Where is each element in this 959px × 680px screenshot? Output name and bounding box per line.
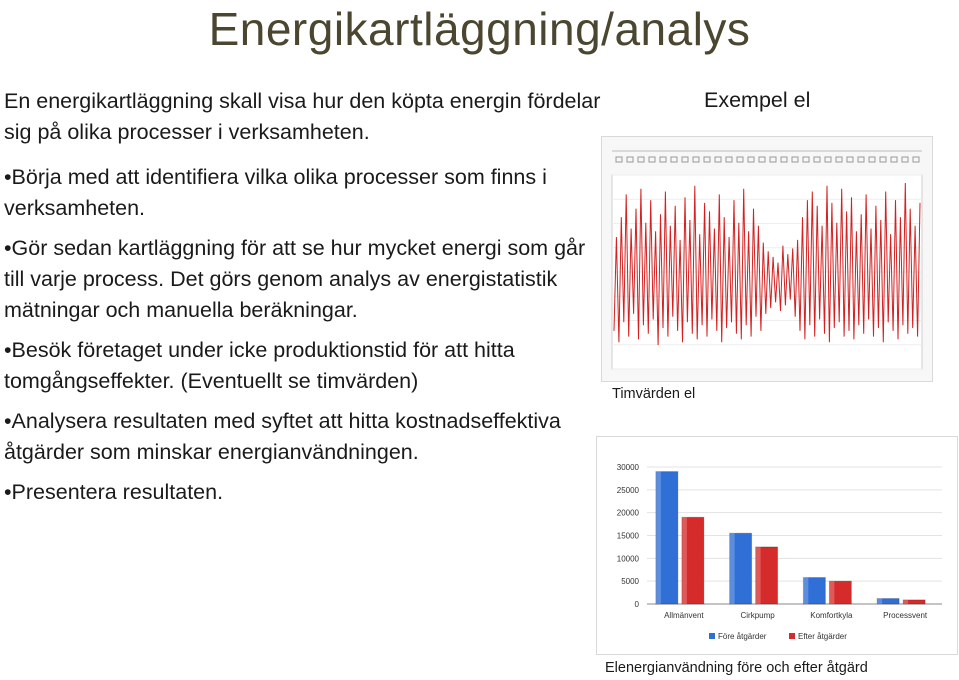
page-title: Energikartläggning/analys — [208, 3, 751, 55]
legend-marker — [704, 157, 710, 162]
bullet-text: Besök företaget under icke produktionstid för att hitta tomgångseffekter. (Eventuellt se timvärden) — [4, 338, 515, 393]
hourly-chart-panel — [601, 136, 933, 382]
energy-bar-chart — [597, 437, 957, 654]
legend-marker — [814, 157, 820, 162]
legend-marker — [649, 157, 655, 162]
legend-marker — [858, 157, 864, 162]
bar-highlight — [656, 472, 661, 604]
hourly-caption: Timvärden el — [612, 386, 696, 402]
bullet-item — [4, 406, 604, 468]
legend-marker — [638, 157, 644, 162]
body-text — [4, 86, 604, 517]
bar-chart-panel — [596, 436, 958, 655]
legend-marker — [847, 157, 853, 162]
legend-marker — [715, 157, 721, 162]
legend-marker — [616, 157, 622, 162]
bar-highlight — [877, 599, 882, 604]
legend-marker — [803, 157, 809, 162]
legend-marker — [902, 157, 908, 162]
legend-marker — [759, 157, 765, 162]
legend-label: Före åtgärder — [718, 632, 767, 641]
bullet-mark: • — [4, 338, 12, 362]
bar-highlight — [803, 578, 808, 604]
example-heading: Exempel el — [704, 88, 811, 112]
category-label: Allmänvent — [664, 611, 704, 620]
category-label: Cirkpump — [740, 611, 775, 620]
bullet-mark: • — [4, 480, 12, 504]
legend-marker — [693, 157, 699, 162]
legend-label: Efter åtgärder — [798, 632, 847, 641]
bullet-text: Analysera resultaten med syftet att hitta kostnadseffektiva åtgärder som minskar energianvändningen. — [4, 409, 561, 464]
bullet-mark: • — [4, 165, 12, 189]
legend-marker — [869, 157, 875, 162]
bullet-text: Gör sedan kartläggning för att se hur mycket energi som går till varje process. Det görs genom analys av energistatistik mätningar och manuella beräkningar. — [4, 236, 586, 322]
legend-marker — [770, 157, 776, 162]
bar-highlight — [756, 547, 761, 604]
bullet-mark: • — [4, 236, 12, 260]
y-tick-label: 0 — [634, 600, 639, 609]
bullet-item — [4, 335, 604, 397]
bullet-list — [4, 162, 604, 508]
bullet-item — [4, 477, 604, 508]
legend-marker — [781, 157, 787, 162]
legend-swatch — [789, 633, 795, 639]
hourly-line-chart — [602, 137, 932, 381]
legend-marker — [825, 157, 831, 162]
bar-caption: Elenergianvändning före och efter åtgärd — [605, 660, 868, 676]
legend-marker — [682, 157, 688, 162]
legend-marker — [726, 157, 732, 162]
legend-marker — [748, 157, 754, 162]
y-tick-label: 15000 — [616, 531, 639, 541]
legend-marker — [836, 157, 842, 162]
legend-swatch — [709, 633, 715, 639]
intro-paragraph: En energikartläggning skall visa hur den köpta energin fördelar sig på olika processer i verksamheten. — [4, 89, 601, 144]
bar-highlight — [682, 517, 687, 604]
legend-marker — [891, 157, 897, 162]
bullet-text: Presentera resultaten. — [11, 480, 224, 504]
bullet-text: Börja med att identifiera vilka olika processer som finns i verksamheten. — [4, 165, 547, 220]
legend-marker — [880, 157, 886, 162]
category-label: Processvent — [883, 611, 928, 620]
legend-marker — [660, 157, 666, 162]
bar-highlight — [829, 581, 834, 604]
bullet-item — [4, 233, 604, 326]
legend-marker — [913, 157, 919, 162]
legend-marker — [792, 157, 798, 162]
y-tick-label: 5000 — [621, 577, 639, 587]
bar-highlight — [730, 533, 735, 604]
legend-marker — [737, 157, 743, 162]
y-tick-label: 30000 — [616, 463, 639, 472]
y-tick-label: 20000 — [616, 508, 639, 518]
y-tick-label: 10000 — [616, 554, 639, 564]
bullet-mark: • — [4, 409, 12, 433]
y-tick-label: 25000 — [616, 485, 639, 495]
category-label: Komfortkyla — [810, 611, 853, 620]
legend-marker — [671, 157, 677, 162]
bullet-item — [4, 162, 604, 224]
legend-marker — [627, 157, 633, 162]
bar-highlight — [903, 600, 908, 604]
